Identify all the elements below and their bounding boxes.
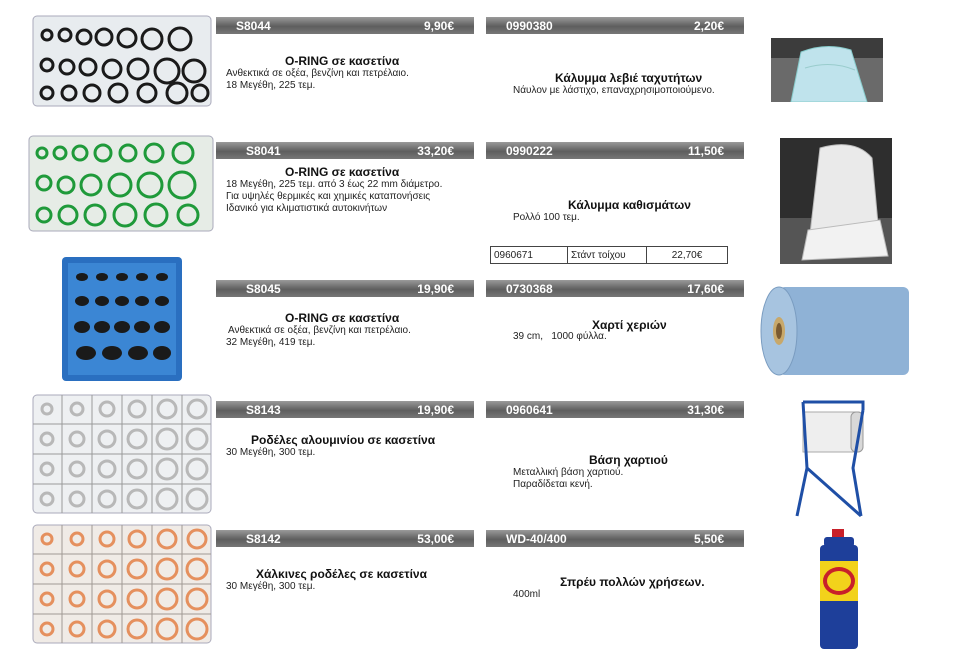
gear-cover-image [771, 38, 883, 102]
product-bar-s8045 [216, 280, 474, 297]
product-title: Κάλυμμα λεβιέ ταχυτήτων [555, 71, 703, 85]
oring-case-green-image [28, 135, 214, 232]
product-desc-line: 30 Μεγέθη, 300 τεμ. [226, 581, 316, 592]
product-code: WD-40/400 [506, 532, 567, 546]
product-code: 0960641 [506, 403, 553, 417]
paper-stand-image [793, 398, 873, 520]
product-code: S8041 [246, 144, 281, 158]
wall-stand-table [490, 246, 728, 264]
product-code: 0990380 [506, 19, 553, 33]
product-price: 9,90€ [423, 19, 454, 33]
product-title: Ροδέλες αλουμινίου σε κασετίνα [251, 433, 436, 447]
product-desc-line: 39 cm, 1000 φύλλα. [513, 331, 607, 342]
product-price: 33,20€ [417, 144, 454, 158]
product-bar-0960641 [486, 401, 744, 418]
paper-roll-image [754, 277, 924, 381]
product-desc-line: 30 Μεγέθη, 300 τεμ. [226, 447, 316, 458]
product-bar-s8041 [216, 142, 474, 159]
product-price: 17,60€ [687, 282, 724, 296]
product-title: O-RING σε κασετίνα [285, 311, 400, 325]
product-title: O-RING σε κασετίνα [285, 165, 400, 179]
product-desc-line: Για υψηλές θερμικές και χημικές καταπονήσεις [226, 191, 431, 202]
product-code: S8142 [246, 532, 281, 546]
product-desc-line: 32 Μεγέθη, 419 τεμ. [226, 337, 316, 348]
product-price: 11,50€ [687, 144, 724, 158]
product-code: S8044 [236, 19, 271, 33]
product-bar-wd40 [486, 530, 744, 547]
product-bar-s8143 [216, 401, 474, 418]
wall-stand-price: 22,70€ [647, 247, 728, 264]
wall-stand-code: 0960671 [491, 247, 568, 264]
product-bar-0990380 [486, 17, 744, 34]
product-bar-s8044 [216, 17, 474, 34]
aluminium-washers-image [32, 394, 212, 514]
wall-stand-name: Στάντ τοίχου [568, 247, 647, 264]
product-price: 5,50€ [693, 532, 724, 546]
product-code: 0990222 [506, 144, 553, 158]
product-price: 31,30€ [687, 403, 724, 417]
product-code: 0730368 [506, 282, 553, 296]
product-desc-line: 400ml [513, 589, 541, 600]
product-desc-line: Νάυλον με λάστιχο, επαναχρησιμοποιούμενο. [513, 85, 715, 96]
product-desc-line: Ιδανικό για κλιματιστικά αυτοκινήτων [226, 203, 388, 214]
product-desc-line: 18 Μεγέθη, 225 τεμ. [226, 80, 316, 91]
product-bar-0730368 [486, 280, 744, 297]
product-bar-s8142 [216, 530, 474, 547]
oring-case-blue-image [60, 255, 184, 383]
product-title: Χάλκινες ροδέλες σε κασετίνα [256, 567, 427, 581]
product-title: O-RING σε κασετίνα [285, 54, 400, 68]
product-desc-line: Ρολλό 100 τεμ. [513, 212, 580, 223]
wd40-can-image [814, 527, 864, 653]
product-desc-line: Ανθεκτικά σε οξέα, βενζίνη και πετρέλαιο. [228, 325, 411, 336]
product-title: Κάλυμμα καθισμάτων [568, 198, 691, 212]
oring-case-black-image [32, 15, 212, 107]
product-title: Σπρέυ πολλών χρήσεων. [560, 575, 705, 589]
product-desc-line: Παραδίδεται κενή. [513, 479, 593, 490]
product-desc-line: 18 Μεγέθη, 225 τεμ. από 3 έως 22 mm διάμετρο. [226, 179, 443, 190]
product-price: 53,00€ [417, 532, 454, 546]
product-title: Βάση χαρτιού [589, 453, 668, 467]
copper-washers-image [32, 524, 212, 644]
product-price: 19,90€ [417, 403, 454, 417]
product-price: 2,20€ [693, 19, 724, 33]
product-price: 19,90€ [417, 282, 454, 296]
product-desc-line: Μεταλλική βάση χαρτιού. [513, 467, 624, 478]
product-desc-line: Ανθεκτικά σε οξέα, βενζίνη και πετρέλαιο. [226, 68, 409, 79]
product-bar-0990222 [486, 142, 744, 159]
product-code: S8045 [246, 282, 281, 296]
seat-cover-image [780, 138, 892, 264]
product-title: Χαρτί χεριών [592, 318, 667, 332]
product-code: S8143 [246, 403, 281, 417]
